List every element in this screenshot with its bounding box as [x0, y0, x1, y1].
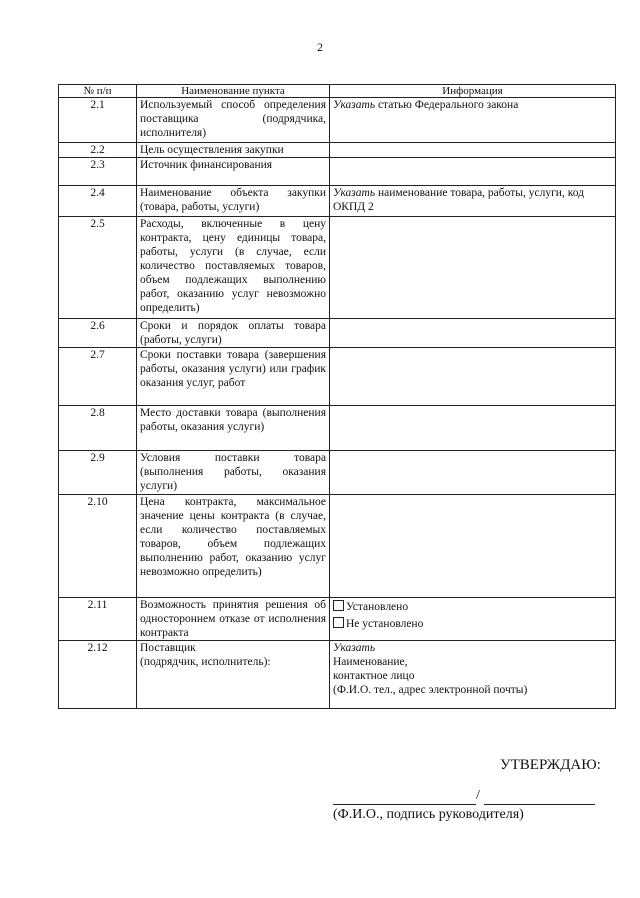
row-item-name: Условия поставки товара (выполнения работы, оказания услуги) — [137, 451, 330, 495]
row-info — [330, 598, 616, 641]
row-number: 2.12 — [59, 641, 137, 709]
row-number: 2.10 — [59, 495, 137, 598]
row-info[interactable] — [330, 158, 616, 186]
header-information: Информация — [330, 85, 616, 98]
checkbox-icon[interactable] — [333, 600, 344, 611]
option-established[interactable] — [333, 600, 612, 614]
table-row — [59, 495, 616, 598]
info-instruction: Указать — [333, 642, 376, 654]
row-item-name: Источник финансирования — [137, 158, 330, 186]
table-row — [59, 217, 616, 319]
table-row — [59, 158, 616, 186]
row-number: 2.5 — [59, 217, 137, 319]
row-number: 2.7 — [59, 348, 137, 406]
row-info[interactable] — [330, 641, 616, 709]
checkbox-icon[interactable] — [333, 617, 344, 628]
option-label: Установлено — [346, 601, 409, 613]
row-info[interactable] — [330, 348, 616, 406]
row-number: 2.4 — [59, 186, 137, 217]
row-item-name: Наименование объекта закупки (товара, работы, услуги) — [137, 186, 330, 217]
row-number: 2.9 — [59, 451, 137, 495]
approval-title: УТВЕРЖДАЮ: — [500, 757, 601, 773]
procurement-info-table — [58, 84, 616, 709]
row-number: 2.2 — [59, 143, 137, 158]
row-number: 2.8 — [59, 406, 137, 451]
signature-separator: / — [476, 788, 480, 803]
row-info[interactable] — [330, 495, 616, 598]
row-item-name: Возможность принятия решения об одностороннем отказе от исполнения контракта — [137, 598, 330, 641]
info-instruction: Указать — [333, 187, 376, 199]
row-info[interactable] — [330, 98, 616, 143]
signature-line[interactable] — [484, 792, 595, 805]
table-row — [59, 319, 616, 348]
row-number: 2.11 — [59, 598, 137, 641]
table-header-row — [59, 85, 616, 98]
table-row — [59, 98, 616, 143]
row-item-name — [137, 641, 330, 709]
info-line: Наименование, — [333, 656, 408, 668]
row-info[interactable] — [330, 406, 616, 451]
info-instruction: Указать — [333, 99, 376, 111]
row-info[interactable] — [330, 319, 616, 348]
row-info[interactable] — [330, 186, 616, 217]
name-line: Поставщик — [140, 642, 196, 654]
signature-caption: (Ф.И.О., подпись руководителя) — [333, 807, 524, 822]
row-item-name: Цена контракта, максимальное значение цены контракта (в случае, если количество поставляемых товаров, объем подлежащих выполнению работ, оказанию услуг невозможно определить) — [137, 495, 330, 598]
row-info[interactable] — [330, 143, 616, 158]
table-row — [59, 348, 616, 406]
header-item-name: Наименование пункта — [137, 85, 330, 98]
table-row — [59, 406, 616, 451]
row-item-name: Цель осуществления закупки — [137, 143, 330, 158]
option-not-established[interactable] — [333, 617, 612, 631]
table-row — [59, 598, 616, 641]
table-row — [59, 641, 616, 709]
info-text: статью Федерального закона — [375, 99, 519, 111]
option-label: Не установлено — [346, 618, 424, 630]
row-item-name: Расходы, включенные в цену контракта, цену единицы товара, работы, услуги (в случае, если количество поставляемых товаров, объем подлежащих выполнению работ, оказанию услуг невозможно определить) — [137, 217, 330, 319]
row-number: 2.1 — [59, 98, 137, 143]
info-text: наименование товара, работы, услуги, код ОКПД 2 — [333, 187, 584, 213]
row-number: 2.3 — [59, 158, 137, 186]
name-signature-line[interactable] — [333, 792, 476, 805]
table-row — [59, 186, 616, 217]
row-item-name: Сроки поставки товара (завершения работы, оказания услуги) или график оказания услуг, работ — [137, 348, 330, 406]
header-number: № п/п — [59, 85, 137, 98]
row-number: 2.6 — [59, 319, 137, 348]
row-item-name: Используемый способ определения поставщика (подрядчика, исполнителя) — [137, 98, 330, 143]
row-info[interactable] — [330, 451, 616, 495]
table-row — [59, 451, 616, 495]
info-line: (Ф.И.О. тел., адрес электронной почты) — [333, 684, 528, 696]
page-number: 2 — [317, 40, 323, 54]
row-item-name: Место доставки товара (выполнения работы, оказания услуги) — [137, 406, 330, 451]
row-item-name: Сроки и порядок оплаты товара (работы, услуги) — [137, 319, 330, 348]
info-line: контактное лицо — [333, 670, 415, 682]
row-info[interactable] — [330, 217, 616, 319]
table-row — [59, 143, 616, 158]
name-line: (подрядчик, исполнитель): — [140, 656, 271, 668]
